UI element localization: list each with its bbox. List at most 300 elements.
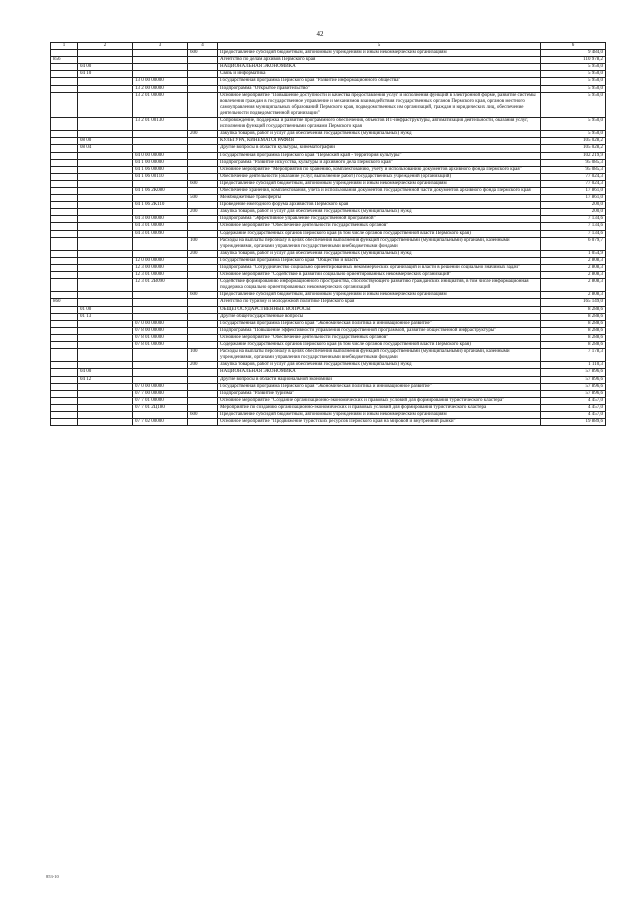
expense-type-code-cell — [188, 383, 218, 390]
target-code-cell: 07 8 00 00000 — [133, 327, 188, 334]
target-code-cell — [133, 64, 188, 71]
page-number: 42 — [316, 30, 324, 38]
ministry-code-cell — [51, 390, 78, 397]
target-code-cell — [133, 306, 188, 313]
header-col-3: 3 — [133, 43, 188, 50]
item-name-cell: Предоставление субсидий бюджетным, автономным учреждениям и иным некоммерческим организациям — [218, 50, 541, 57]
amount-cell: 5 950,0 — [541, 131, 606, 138]
amount-cell: 2 808,3 — [541, 292, 606, 299]
item-name-cell: Сопровождение, поддержка и развитие программного обеспечения, объектов ИТ-инфраструктуры, автоматизация деятельности, оказания услуг, исполнения функций государственными органами Пермского края — [218, 118, 541, 131]
section-code-cell — [78, 85, 133, 92]
ministry-code-cell — [51, 202, 78, 209]
budget-table — [50, 42, 606, 426]
section-code-cell: 08 04 — [78, 145, 133, 152]
amount-cell: 2 808,3 — [541, 265, 606, 272]
ministry-code-cell — [51, 50, 78, 57]
expense-type-code-cell — [188, 71, 218, 78]
amount-cell: 2 808,3 — [541, 272, 606, 279]
expense-type-code-cell — [188, 306, 218, 313]
target-code-cell: 12 0 00 00000 — [133, 257, 188, 264]
ministry-code-cell — [51, 342, 78, 349]
expense-type-code-cell: 600 — [188, 292, 218, 299]
amount-cell: 5 950,0 — [541, 64, 606, 71]
item-name-cell: Агентство по туризму и молодежной политике Пермского края — [218, 299, 541, 306]
ministry-code-cell — [51, 419, 78, 426]
ministry-code-cell — [51, 64, 78, 71]
amount-cell: 165 149,0 — [541, 299, 606, 306]
expense-type-code-cell: 600 — [188, 411, 218, 418]
target-code-cell: 07 8 01 00090 — [133, 342, 188, 349]
table-row — [51, 92, 606, 117]
item-name-cell: Содержание государственных органов Пермского края (в том числе органов государственной власти Пермского края) — [218, 230, 541, 237]
expense-type-code-cell — [188, 152, 218, 159]
amount-cell: 5 950,0 — [541, 118, 606, 131]
ministry-code-cell — [51, 369, 78, 376]
amount-cell: 57 896,6 — [541, 376, 606, 383]
section-code-cell — [78, 209, 133, 216]
table-row — [51, 78, 606, 85]
item-name-cell: Межбюджетные трансферты — [218, 195, 541, 202]
ministry-code-cell — [51, 71, 78, 78]
section-code-cell — [78, 57, 133, 64]
table-row — [51, 306, 606, 313]
target-code-cell: 04 1 06 2К080 — [133, 187, 188, 194]
ministry-code-cell — [51, 78, 78, 85]
target-code-cell: 07 7 00 00000 — [133, 390, 188, 397]
expense-type-code-cell — [188, 419, 218, 426]
expense-type-code-cell — [188, 92, 218, 117]
target-code-cell: 04 1 06 2К110 — [133, 202, 188, 209]
item-name-cell: Подпрограмма "Развитие туризма" — [218, 390, 541, 397]
table-header — [51, 43, 606, 50]
ministry-code-cell — [51, 138, 78, 145]
table-row — [51, 159, 606, 166]
target-code-cell — [133, 362, 188, 369]
item-name-cell: Обеспечение деятельности (оказание услуг, выполнение работ) государственных учреждений (организаций) — [218, 173, 541, 180]
table-row — [51, 64, 606, 71]
header-col-5: 5 — [218, 43, 541, 50]
section-code-cell: 04 12 — [78, 376, 133, 383]
item-name-cell: Государственная программа Пермского края "Общество и власть" — [218, 257, 541, 264]
target-code-cell: 07 7 02 00000 — [133, 419, 188, 426]
amount-cell: 7 178,3 — [541, 349, 606, 362]
target-code-cell — [133, 195, 188, 202]
item-name-cell: Мероприятие по созданию организационно-экономических и правовых условий для формирования туристического кластера — [218, 404, 541, 411]
item-name-cell: Другие общегосударственные вопросы — [218, 313, 541, 320]
item-name-cell: Содействие формированию информационного пространства, способствующего развитию гражданских инициатив, в том числе информационная поддержка социально ориентированных некоммерческих организаций — [218, 279, 541, 292]
amount-cell: 17 861,0 — [541, 195, 606, 202]
table-row — [51, 349, 606, 362]
section-code-cell — [78, 362, 133, 369]
section-code-cell — [78, 292, 133, 299]
header-col-6: 6 — [541, 43, 606, 50]
ministry-code-cell — [51, 362, 78, 369]
table-row — [51, 50, 606, 57]
amount-cell: 2 808,3 — [541, 257, 606, 264]
item-name-cell: Государственная программа Пермского края "Развитие информационного общества" — [218, 78, 541, 85]
ministry-code-cell: 860 — [51, 299, 78, 306]
section-code-cell — [78, 187, 133, 194]
ministry-code-cell — [51, 306, 78, 313]
table-row — [51, 419, 606, 426]
section-code-cell — [78, 78, 133, 85]
expense-type-code-cell — [188, 145, 218, 152]
item-name-cell: Основное мероприятие "Обеспечение деятельности государственных органов" — [218, 223, 541, 230]
item-name-cell: Другие вопросы в области культуры, кинематографии — [218, 145, 541, 152]
target-code-cell — [133, 237, 188, 250]
target-code-cell — [133, 131, 188, 138]
item-name-cell: Государственная программа Пермского края "Экономическая политика и инновационное развитие" — [218, 320, 541, 327]
amount-cell: 105 028,2 — [541, 145, 606, 152]
expense-type-code-cell — [188, 320, 218, 327]
ministry-code-cell — [51, 257, 78, 264]
target-code-cell: 07 7 01 00000 — [133, 397, 188, 404]
target-code-cell — [133, 376, 188, 383]
target-code-cell: 13 0 00 00000 — [133, 78, 188, 85]
amount-cell: 5 950,0 — [541, 92, 606, 117]
table-row — [51, 362, 606, 369]
amount-cell: 5 950,0 — [541, 78, 606, 85]
table-row — [51, 187, 606, 194]
amount-cell: 8 288,6 — [541, 342, 606, 349]
item-name-cell: Основное мероприятие "Обеспечение деятельности государственных органов" — [218, 334, 541, 341]
ministry-code-cell — [51, 334, 78, 341]
ministry-code-cell — [51, 237, 78, 250]
target-code-cell — [133, 138, 188, 145]
ministry-code-cell — [51, 404, 78, 411]
target-code-cell — [133, 180, 188, 187]
expense-type-code-cell — [188, 159, 218, 166]
expense-type-code-cell — [188, 369, 218, 376]
item-name-cell: Подпрограмма "Эффективное управление государственной программой" — [218, 216, 541, 223]
amount-cell: 57 896,6 — [541, 369, 606, 376]
table-row — [51, 250, 606, 257]
amount-cell: 102 219,9 — [541, 152, 606, 159]
amount-cell: 95 085,3 — [541, 166, 606, 173]
expense-type-code-cell — [188, 173, 218, 180]
table-row — [51, 216, 606, 223]
expense-type-code-cell — [188, 64, 218, 71]
amount-cell: 6 079,7 — [541, 237, 606, 250]
ministry-code-cell — [51, 397, 78, 404]
ministry-code-cell — [51, 320, 78, 327]
target-code-cell: 04 1 06 00110 — [133, 173, 188, 180]
expense-type-code-cell — [188, 376, 218, 383]
target-code-cell: 07 7 01 2Ц180 — [133, 404, 188, 411]
table-row — [51, 138, 606, 145]
expense-type-code-cell — [188, 57, 218, 64]
section-code-cell — [78, 216, 133, 223]
target-code-cell: 13 2 00 00000 — [133, 85, 188, 92]
expense-type-code-cell — [188, 118, 218, 131]
section-code-cell — [78, 404, 133, 411]
section-code-cell — [78, 334, 133, 341]
item-name-cell: Подпрограмма "Повышение эффективности управления государственной программой, развитие общественной инфраструктуры" — [218, 327, 541, 334]
item-name-cell: Основное мероприятие "Создание организационно-экономических и правовых условий для формирования туристического кластера" — [218, 397, 541, 404]
table-row — [51, 257, 606, 264]
section-code-cell: 04 00 — [78, 64, 133, 71]
section-code-cell — [78, 419, 133, 426]
section-code-cell — [78, 180, 133, 187]
ministry-code-cell — [51, 265, 78, 272]
item-name-cell: Подпрограмма "Сотрудничество социально ориентированных некоммерческих организаций и власти в решении социально значимых задач" — [218, 265, 541, 272]
expense-type-code-cell — [188, 166, 218, 173]
expense-type-code-cell — [188, 138, 218, 145]
target-code-cell: 04 1 06 00000 — [133, 166, 188, 173]
expense-type-code-cell — [188, 223, 218, 230]
amount-cell: 110 978,2 — [541, 57, 606, 64]
item-name-cell: Основное мероприятие "Повышение доступности и качества предоставления услуг и исполнения функций в электронной форме, развитие системы вовлечения граждан в государственное управление и механизмов взаимодействия государственных органов Пермского края, органов местного самоуправления муниципальных образований Пермского края, подведомственных им организаций, граждан и юридических лиц, обеспечение деятельности подведомственной организации" — [218, 92, 541, 117]
ministry-code-cell — [51, 272, 78, 279]
expense-type-code-cell: 200 — [188, 362, 218, 369]
section-code-cell — [78, 320, 133, 327]
table-row — [51, 230, 606, 237]
amount-cell: 57 896,6 — [541, 390, 606, 397]
table-row — [51, 173, 606, 180]
table-row — [51, 145, 606, 152]
section-code-cell — [78, 195, 133, 202]
table-row — [51, 195, 606, 202]
target-code-cell: 12 3 01 00000 — [133, 272, 188, 279]
ministry-code-cell — [51, 92, 78, 117]
amount-cell: 4 457,0 — [541, 404, 606, 411]
target-code-cell — [133, 299, 188, 306]
amount-cell: 8 288,6 — [541, 313, 606, 320]
item-name-cell: КУЛЬТУРА, КИНЕМАТОГРАФИЯ — [218, 138, 541, 145]
target-code-cell — [133, 71, 188, 78]
target-code-cell: 04 3 01 00090 — [133, 230, 188, 237]
target-code-cell: 07 0 00 00000 — [133, 320, 188, 327]
target-code-cell: 13 2 01 00130 — [133, 118, 188, 131]
amount-cell: 5 950,0 — [541, 85, 606, 92]
item-name-cell: Другие вопросы в области национальной экономики — [218, 376, 541, 383]
amount-cell: 8 288,6 — [541, 320, 606, 327]
target-code-cell: 12 3 01 2В090 — [133, 279, 188, 292]
amount-cell: 105 028,2 — [541, 138, 606, 145]
target-code-cell — [133, 250, 188, 257]
expense-type-code-cell: 600 — [188, 50, 218, 57]
ministry-code-cell — [51, 349, 78, 362]
item-name-cell: Закупка товаров, работ и услуг для обеспечения государственных (муниципальных) нужд — [218, 209, 541, 216]
expense-type-code-cell — [188, 342, 218, 349]
amount-cell: 200,0 — [541, 209, 606, 216]
table-row — [51, 265, 606, 272]
amount-cell: 1 110,3 — [541, 362, 606, 369]
ministry-code-cell: 856 — [51, 57, 78, 64]
ministry-code-cell — [51, 85, 78, 92]
table-row — [51, 131, 606, 138]
target-code-cell: 12 3 00 00000 — [133, 265, 188, 272]
section-code-cell — [78, 131, 133, 138]
item-name-cell: Подпрограмма "Открытое правительство" — [218, 85, 541, 92]
table-row — [51, 320, 606, 327]
amount-cell: 7 134,6 — [541, 223, 606, 230]
expense-type-code-cell: 500 — [188, 195, 218, 202]
section-code-cell — [78, 166, 133, 173]
amount-cell: 2 808,3 — [541, 279, 606, 292]
section-code-cell — [78, 230, 133, 237]
amount-cell: 5 950,0 — [541, 71, 606, 78]
section-code-cell — [78, 279, 133, 292]
ministry-code-cell — [51, 166, 78, 173]
amount-cell: 19 889,6 — [541, 419, 606, 426]
ministry-code-cell — [51, 230, 78, 237]
header-col-4: 4 — [188, 43, 218, 50]
target-code-cell: 04 1 00 00000 — [133, 159, 188, 166]
item-name-cell: Проведение ежегодного форума архивистов Пермского края — [218, 202, 541, 209]
ministry-code-cell — [51, 383, 78, 390]
section-code-cell — [78, 202, 133, 209]
item-name-cell: Предоставление субсидий бюджетным, автономным учреждениям и иным некоммерческим организациям — [218, 180, 541, 187]
amount-cell: 7 134,6 — [541, 230, 606, 237]
ministry-code-cell — [51, 195, 78, 202]
table-row — [51, 57, 606, 64]
expense-type-code-cell — [188, 272, 218, 279]
section-code-cell: 08 00 — [78, 138, 133, 145]
target-code-cell — [133, 145, 188, 152]
section-code-cell — [78, 92, 133, 117]
expense-type-code-cell — [188, 390, 218, 397]
amount-cell: 7 134,6 — [541, 216, 606, 223]
item-name-cell: Закупка товаров, работ и услуг для обеспечения государственных (муниципальных) нужд — [218, 362, 541, 369]
item-name-cell: Обеспечение хранения, комплектования, учета и использования документов государственной части документов архивного фонда Пермского края — [218, 187, 541, 194]
item-name-cell: Подпрограмма "Развитие искусства, культуры и архивного дела Пермского края" — [218, 159, 541, 166]
amount-cell: 8 288,6 — [541, 327, 606, 334]
expense-type-code-cell: 200 — [188, 131, 218, 138]
item-name-cell: Государственная программа Пермского края "Пермский край - территория культуры" — [218, 152, 541, 159]
section-code-cell — [78, 50, 133, 57]
amount-cell: 95 085,3 — [541, 159, 606, 166]
ministry-code-cell — [51, 376, 78, 383]
ministry-code-cell — [51, 327, 78, 334]
ministry-code-cell — [51, 118, 78, 131]
expense-type-code-cell — [188, 313, 218, 320]
footer-code: 853-10 — [46, 874, 59, 879]
item-name-cell: НАЦИОНАЛЬНАЯ ЭКОНОМИКА — [218, 64, 541, 71]
item-name-cell: ОБЩЕГОСУДАРСТВЕННЫЕ ВОПРОСЫ — [218, 306, 541, 313]
target-code-cell — [133, 349, 188, 362]
expense-type-code-cell — [188, 397, 218, 404]
ministry-code-cell — [51, 159, 78, 166]
section-code-cell — [78, 390, 133, 397]
table-row — [51, 334, 606, 341]
section-code-cell — [78, 152, 133, 159]
target-code-cell — [133, 50, 188, 57]
expense-type-code-cell — [188, 85, 218, 92]
table-row — [51, 279, 606, 292]
section-code-cell — [78, 349, 133, 362]
header-col-1: 1 — [51, 43, 78, 50]
target-code-cell: 04 3 01 00000 — [133, 223, 188, 230]
table-row — [51, 404, 606, 411]
table-row — [51, 390, 606, 397]
ministry-code-cell — [51, 411, 78, 418]
section-code-cell — [78, 159, 133, 166]
target-code-cell — [133, 313, 188, 320]
target-code-cell: 04 3 00 00000 — [133, 216, 188, 223]
amount-cell: 77 024,3 — [541, 180, 606, 187]
target-code-cell — [133, 209, 188, 216]
section-code-cell — [78, 299, 133, 306]
expense-type-code-cell: 200 — [188, 250, 218, 257]
ministry-code-cell — [51, 152, 78, 159]
section-code-cell — [78, 237, 133, 250]
expense-type-code-cell: 100 — [188, 237, 218, 250]
section-code-cell: 04 10 — [78, 71, 133, 78]
amount-cell: 200,0 — [541, 202, 606, 209]
item-name-cell: Расходы на выплаты персоналу в целях обеспечения выполнения функций государственными (муниципальными) органами, казенными учреждениями, органами управления государственными внебюджетными фондами — [218, 349, 541, 362]
item-name-cell: Основное мероприятие "Продвижение туристских ресурсов Пермского края на мировой и внутренний рынки" — [218, 419, 541, 426]
section-code-cell: 01 00 — [78, 306, 133, 313]
expense-type-code-cell: 100 — [188, 349, 218, 362]
table-row — [51, 166, 606, 173]
section-code-cell — [78, 265, 133, 272]
amount-cell: 57 896,6 — [541, 383, 606, 390]
ministry-code-cell — [51, 223, 78, 230]
table-row — [51, 152, 606, 159]
table-row — [51, 342, 606, 349]
expense-type-code-cell: 600 — [188, 180, 218, 187]
item-name-cell: Закупка товаров, работ и услуг для обеспечения государственных (муниципальных) нужд — [218, 131, 541, 138]
amount-cell: 8 288,6 — [541, 334, 606, 341]
expense-type-code-cell — [188, 78, 218, 85]
target-code-cell — [133, 369, 188, 376]
section-code-cell — [78, 327, 133, 334]
ministry-code-cell — [51, 145, 78, 152]
section-code-cell — [78, 272, 133, 279]
ministry-code-cell — [51, 209, 78, 216]
table-row — [51, 397, 606, 404]
section-code-cell: 04 00 — [78, 369, 133, 376]
target-code-cell: 07 8 01 00000 — [133, 334, 188, 341]
expense-type-code-cell — [188, 265, 218, 272]
table-row — [51, 237, 606, 250]
expense-type-code-cell — [188, 404, 218, 411]
section-code-cell — [78, 383, 133, 390]
expense-type-code-cell — [188, 216, 218, 223]
table-row — [51, 223, 606, 230]
table-row — [51, 85, 606, 92]
amount-cell: 4 457,0 — [541, 411, 606, 418]
ministry-code-cell — [51, 187, 78, 194]
ministry-code-cell — [51, 313, 78, 320]
table-row — [51, 202, 606, 209]
expense-type-code-cell — [188, 334, 218, 341]
expense-type-code-cell — [188, 299, 218, 306]
table-row — [51, 376, 606, 383]
ministry-code-cell — [51, 279, 78, 292]
section-code-cell — [78, 250, 133, 257]
expense-type-code-cell — [188, 230, 218, 237]
ministry-code-cell — [51, 131, 78, 138]
expense-type-code-cell — [188, 257, 218, 264]
amount-cell: 4 457,0 — [541, 397, 606, 404]
section-code-cell — [78, 342, 133, 349]
table-row — [51, 313, 606, 320]
expense-type-code-cell — [188, 327, 218, 334]
table-row — [51, 180, 606, 187]
table-row — [51, 411, 606, 418]
ministry-code-cell — [51, 216, 78, 223]
item-name-cell: Содержание государственных органов Пермского края (в том числе органов государственной власти Пермского края) — [218, 342, 541, 349]
amount-cell: 77 024,3 — [541, 173, 606, 180]
header-col-2: 2 — [78, 43, 133, 50]
section-code-cell — [78, 118, 133, 131]
item-name-cell: Агентство по делам архивов Пермского края — [218, 57, 541, 64]
table-row — [51, 71, 606, 78]
item-name-cell: Государственная программа Пермского края "Экономическая политика и инновационное развитие" — [218, 383, 541, 390]
table-row — [51, 327, 606, 334]
